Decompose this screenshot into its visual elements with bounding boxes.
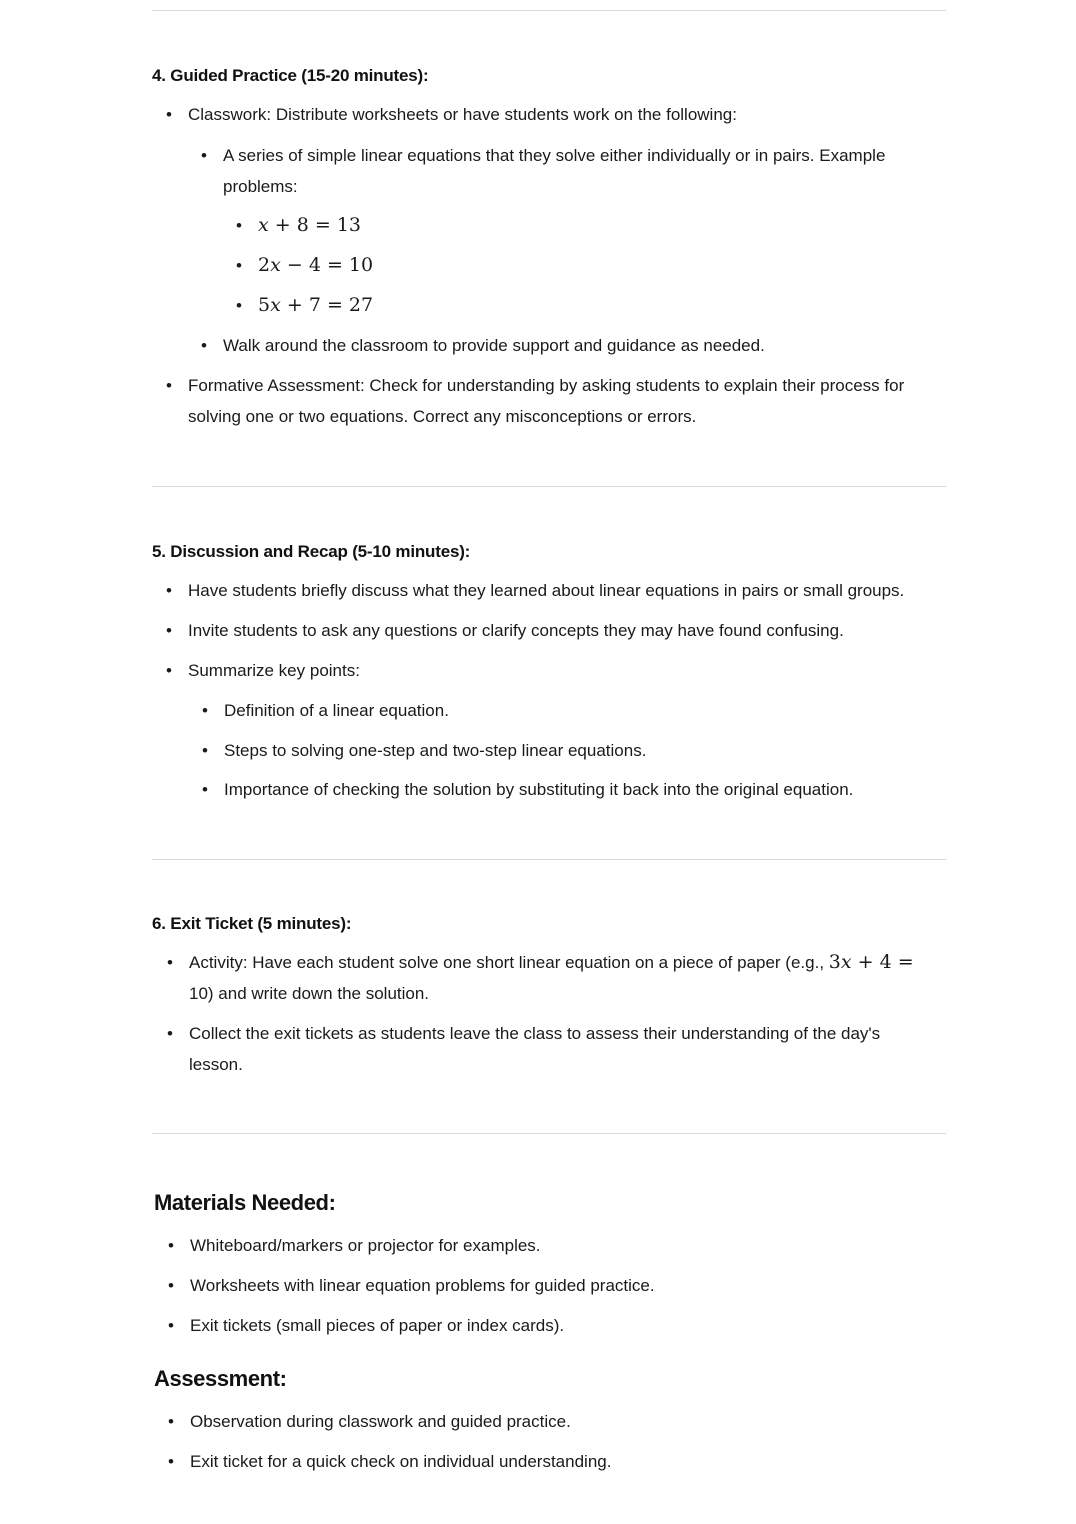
key-point: Importance of checking the solution by substituting it back into the original equation. [224, 780, 854, 799]
list-item [201, 330, 923, 361]
discussion-item: Summarize key points: [188, 661, 360, 680]
section-divider [152, 486, 946, 487]
equation: x + 8 = 13 [258, 214, 362, 236]
section-divider [152, 859, 946, 860]
discussion-heading: 5. Discussion and Recap (5-10 minutes): [152, 542, 471, 561]
list-item [202, 774, 944, 805]
equation-item [236, 290, 374, 321]
bullet: • [168, 1412, 174, 1431]
bullet: • [236, 216, 242, 235]
discussion-item: Have students briefly discuss what they learned about linear equations in pairs or small groups. [188, 581, 905, 600]
materials-heading: Materials Needed: [154, 1190, 336, 1215]
discussion-item: Invite students to ask any questions or clarify concepts they may have found confusing. [188, 621, 844, 640]
exit-ticket-heading: 6. Exit Ticket (5 minutes): [152, 914, 352, 933]
assessment-item: Exit ticket for a quick check on individual understanding. [190, 1452, 612, 1471]
formative-text: Formative Assessment: Check for understanding by asking students to explain their process for solving one or two equations. Correct any misconceptions or errors. [188, 376, 905, 426]
list-item [167, 947, 939, 1009]
list-item [202, 735, 944, 766]
list-item [166, 370, 946, 432]
bullet: • [202, 701, 208, 720]
collect-text: Collect the exit tickets as students leave the class to assess their understanding of the day's lesson. [189, 1024, 881, 1074]
series-text: A series of simple linear equations that they solve either individually or in pairs. Example problems: [223, 146, 886, 196]
material-item: Whiteboard/markers or projector for examples. [190, 1236, 541, 1255]
bullet: • [167, 953, 173, 972]
list-item [167, 1018, 929, 1080]
bullet: • [201, 336, 207, 355]
assessment-heading: Assessment: [154, 1366, 287, 1391]
section-divider [152, 1133, 946, 1134]
key-point: Steps to solving one-step and two-step linear equations. [224, 741, 647, 760]
list-item [166, 99, 948, 130]
guided-practice-heading: 4. Guided Practice (15-20 minutes): [152, 66, 429, 85]
bullet: • [168, 1236, 174, 1255]
bullet: • [167, 1024, 173, 1043]
bullet: • [168, 1316, 174, 1335]
list-item [168, 1310, 930, 1341]
list-item [166, 655, 948, 686]
bullet: • [166, 661, 172, 680]
list-item [166, 615, 948, 646]
classwork-text: Classwork: Distribute worksheets or have students work on the following: [188, 105, 737, 124]
bullet: • [236, 296, 242, 315]
section-divider [152, 10, 946, 11]
activity-text: Activity: Have each student solve one short linear equation on a piece of paper (e.g., 3x + 4 = 10) and write down the solution. [189, 951, 914, 1003]
key-point: Definition of a linear equation. [224, 701, 449, 720]
bullet: • [201, 146, 207, 165]
equation: 5x + 7 = 27 [258, 294, 374, 316]
equation: 2x − 4 = 10 [258, 254, 374, 276]
assessment-item: Observation during classwork and guided practice. [190, 1412, 571, 1431]
bullet: • [236, 256, 242, 275]
bullet: • [202, 741, 208, 760]
list-item [168, 1230, 930, 1261]
walk-text: Walk around the classroom to provide support and guidance as needed. [223, 336, 765, 355]
bullet: • [166, 105, 172, 124]
bullet: • [166, 621, 172, 640]
list-item [201, 140, 923, 202]
list-item [166, 575, 948, 606]
bullet: • [168, 1452, 174, 1471]
bullet: • [166, 376, 172, 395]
bullet: • [202, 780, 208, 799]
list-item [168, 1406, 930, 1437]
bullet: • [168, 1276, 174, 1295]
material-item: Worksheets with linear equation problems for guided practice. [190, 1276, 655, 1295]
bullet: • [166, 581, 172, 600]
material-item: Exit tickets (small pieces of paper or index cards). [190, 1316, 565, 1335]
equation-item [236, 210, 362, 241]
list-item [202, 695, 944, 726]
list-item [168, 1270, 930, 1301]
equation-item [236, 250, 374, 281]
list-item [168, 1446, 930, 1477]
